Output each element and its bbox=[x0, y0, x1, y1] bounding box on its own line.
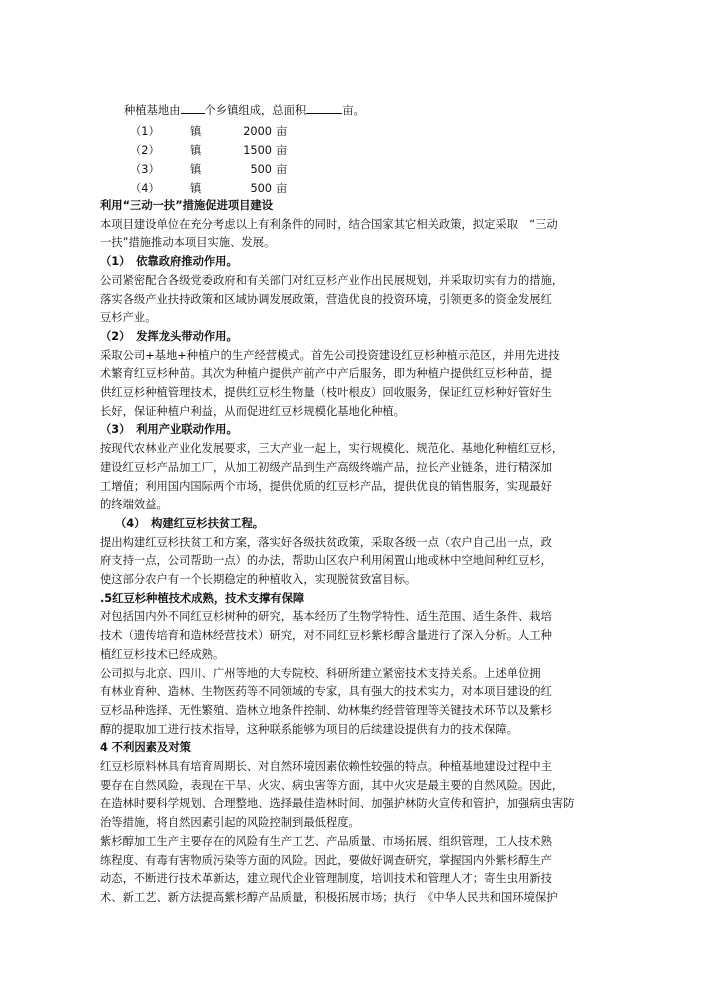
area-unit: 亩 bbox=[276, 125, 288, 138]
intro-text-1: 种植基地由 bbox=[124, 104, 181, 117]
paragraph-line: 的终端效益。 bbox=[100, 498, 168, 512]
paragraph-line: 在造林时要科学规划、合理整地、选择最佳造林时间、加强护林防火宣传和管护，加强病虫害防 bbox=[100, 797, 575, 811]
section-heading: .5红豆杉种植技术成熟，技术支撑有保障 bbox=[100, 591, 305, 605]
paragraph-line: 府支持一点，公司帮助一点）的办法，帮助山区农户利用闲置山地或林中空地间种红豆杉， bbox=[100, 554, 552, 568]
section-heading: （1） 依靠政府推动作用。 bbox=[100, 255, 238, 269]
town-area: 2000 bbox=[243, 125, 272, 138]
town-number: （2） bbox=[130, 144, 160, 157]
section-heading: （3） 利用产业联动作用。 bbox=[100, 423, 238, 437]
town-number: （1） bbox=[130, 125, 160, 138]
paragraph-line: 豆杉产业。 bbox=[100, 311, 157, 325]
town-number: （4） bbox=[130, 182, 160, 195]
area-unit: 亩 bbox=[276, 144, 288, 157]
paragraph-line: 动态，不断进行技术革新达，建立现代企业管理制度，培训技术和管理人才；寄生虫用新技 bbox=[100, 872, 552, 886]
paragraph-line: 术、新工艺、新方法提高紫杉醇产品质量，积极拓展市场；执行 《中华人民共和国环境保护 bbox=[100, 890, 558, 904]
paragraph-line: 术繁育红豆杉种苗。其次为种植户提供产前产中产后服务，即为种植户提供红豆杉种苗，提 bbox=[100, 367, 552, 381]
paragraph-line: 红豆杉原料林具有培育周期长、对自然环境因素依赖性较强的特点。种植基地建设过程中主 bbox=[100, 760, 552, 773]
town-name: 镇 bbox=[190, 144, 202, 157]
town-area: 500 bbox=[250, 163, 272, 176]
paragraph-line: 有林业育种、造林、生物医药等不同领域的专家，具有强大的技术实力，对本项目建设的红 bbox=[100, 685, 552, 699]
section-heading: （2） 发挥龙头带动作用。 bbox=[100, 329, 238, 343]
paragraph-line: 供红豆杉种植管理技术，提供红豆杉生物量（枝叶根皮）回收服务，保证红豆杉种好管好生 bbox=[100, 386, 552, 399]
paragraph-line: 工增值；利用国内国际两个市场，提供优质的红豆杉产品，提供优良的销售服务，实现最好 bbox=[100, 479, 552, 493]
paragraph-line: 要存在自然风险，表现在干旱、火灾、病虫害等方面，其中火灾是最主要的自然风险。因此， bbox=[100, 778, 564, 792]
town-area: 1500 bbox=[243, 144, 272, 157]
blank-town-count bbox=[181, 103, 205, 114]
town-name: 镇 bbox=[190, 182, 202, 195]
paragraph-line: 豆杉品种选择、无性繁殖、造林立地条件控制、幼林集约经营管理等关键技术环节以及紫杉 bbox=[100, 703, 552, 717]
paragraph-line: 技术（遗传培育和造林经营技术）研究，对不同红豆杉紫杉醇含量进行了深入分析。人工种 bbox=[100, 629, 552, 643]
paragraph-line: 治等措施，将自然因素引起的风险控制到最低程度。 bbox=[100, 816, 360, 830]
paragraph-line: 醇的提取加工进行技术指导，这种联系能够为项目的后续建设提供有力的技术保障。 bbox=[100, 722, 518, 736]
area-unit: 亩 bbox=[276, 163, 288, 176]
paragraph-line: 公司拟与北京、四川、广州等地的大专院校、科研所建立紧密技术支持关系。上述单位拥 bbox=[100, 666, 541, 680]
paragraph-line: 本项目建设单位在充分考虑以上有利条件的同时，结合国家其它相关政策，拟定采取 “三动 bbox=[100, 217, 558, 231]
blank-total-area bbox=[306, 103, 342, 114]
intro-sentence bbox=[124, 103, 365, 118]
paragraph-line: 植红豆杉技术已经成熟。 bbox=[100, 647, 225, 661]
paragraph-line: 采取公司+基地+种植户的生产经营模式。首先公司投资建设红豆杉种植示范区，并用先进技 bbox=[100, 348, 560, 362]
paragraph-line: 公司紧密配合各级党委政府和有关部门对红豆杉产业作出民展规划，并采取切实有力的措施， bbox=[100, 273, 564, 287]
town-area: 500 bbox=[250, 182, 272, 195]
paragraph-line: 对包括国内外不同红豆杉树种的研究，基本经历了生物学特性、适生范围、适生条件、栽培 bbox=[100, 610, 552, 624]
intro-text-2: 个乡镇组成，总面积 bbox=[204, 104, 307, 117]
paragraph-line: 按现代农林业产业化发展要求，三大产业一起上，实行规模化、规范化、基地化种植红豆杉， bbox=[100, 442, 564, 456]
section-heading: 4 不利因素及对策 bbox=[100, 741, 191, 755]
paragraph-line: 练程度、有毒有害物质污染等方面的风险。因此，要做好调查研究，掌握国内外紫杉醇生产 bbox=[100, 853, 552, 867]
area-unit: 亩 bbox=[276, 182, 288, 195]
town-number: （3） bbox=[130, 163, 160, 176]
paragraph-line: 建设红豆杉产品加工厂，从加工初级产品到生产高级终端产品，拉长产业链条，进行精深加 bbox=[100, 460, 552, 474]
paragraph-line: 提出构建红豆杉扶贫工和方案，落实好各级扶贫政策，采取各级一点（农户自己出一点，政 bbox=[100, 535, 552, 549]
town-name: 镇 bbox=[190, 125, 202, 138]
paragraph-line: 长好，保证种植户利益，从而促进红豆杉规模化基地化种植。 bbox=[100, 404, 406, 418]
section-heading: 利用“三动一扶”措施促进项目建设 bbox=[100, 199, 274, 212]
paragraph-line: 紫杉醇加工生产主要存在的风险有生产工艺、产品质量、市场拓展、组织管理，工人技术熟 bbox=[100, 834, 552, 848]
paragraph-line: 使这部分农户有一个长期稳定的种植收入，实现脱贫致富目标。 bbox=[100, 573, 417, 586]
section-heading: （4） 构建红豆杉扶贫工程。 bbox=[115, 516, 265, 530]
paragraph-line: 落实各级产业扶持政策和区域协调发展政策，营造优良的投资环境，引领更多的资金发展红 bbox=[100, 292, 552, 306]
paragraph-line: 一扶”措施推动本项目实施、发展。 bbox=[100, 236, 276, 250]
intro-text-3: 亩。 bbox=[342, 104, 365, 117]
town-name: 镇 bbox=[190, 163, 202, 176]
